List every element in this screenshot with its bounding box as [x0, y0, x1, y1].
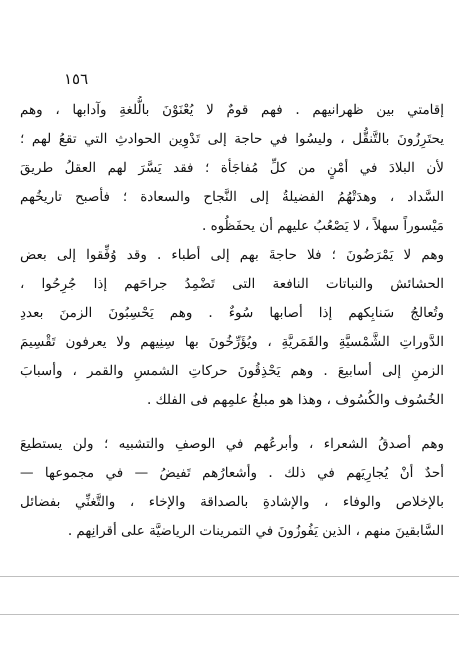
- paragraph-3: [20, 430, 444, 546]
- text-line: أحدٌ أنْ يُجارِيَهم في ذلك . وأشعارُهم تَفيضُ — في مجموعها —: [20, 465, 444, 481]
- text-line: السَّابقينَ منهم ، الذين يَفُوزُونَ في التمرينات الرياضيَّة على أقرانِهم .: [67, 523, 444, 539]
- text-line: الحشائش والنباتات النافعة التى تَضْمِدُ جراحَهم إذا جُرِحُوا ،: [20, 276, 444, 292]
- divider-line: [0, 576, 459, 577]
- text-line: إقامتي بين ظهرانيهم . فهم قومٌ لا يُعْنَوْنَ بالُّلغةِ وآدابها ، وهم: [20, 102, 444, 118]
- paragraph-1: [20, 96, 444, 241]
- divider-line: [0, 614, 459, 615]
- text-line: مَيْسوراً سهلاً ، لا يَصْعُبُ عليهم أن يحفَظُوه .: [202, 218, 444, 234]
- text-line: السَّداد ، وهدَتْهُمُ الفضيلةُ إلى النَّجاح والسعادة ؛ فأصبح تاريخُهم: [20, 189, 444, 205]
- text-line: وهم لا يَمْرَضُونَ ؛ فلا حاجةَ بهم إلى أطباء . وقد وُفِّقوا إلى بعض: [20, 247, 444, 263]
- paragraph-2: [20, 241, 444, 415]
- text-line: لأن البلادَ في أمْنٍ من كلِّ مُفاجَأة ؛ فقد يَسَّرَ لهم العقلُ طريقَ: [20, 160, 444, 176]
- page-number: ١٥٦: [64, 70, 89, 88]
- text-line: وتُعالجُ سَنابِكهم إذا أصابها سُوءٌ . وهم يَحْسِبُونَ الزمنَ بعددِ: [20, 305, 444, 321]
- text-line: وهم أصدقُ الشعراء ، وأبرعُهم في الوصفِ والتشبيه ؛ ولن يستطيعَ: [20, 436, 444, 452]
- text-line: بالإخلاص والوفاء ، والإشادةِ بالصداقة والإخاء ، والتَّغنِّي بفضائل: [20, 494, 444, 510]
- text-line: يحتَرِزُونَ بالتَّنقُّل ، وليسُوا في حاجة إلى تَدْوِين الحوادثِ التي تقعُ لهم ؛: [20, 131, 444, 147]
- text-line: الدَّوراتِ الشَّمْسيَّةِ والقَمَريَّةِ ، ويُؤَرِّخُونَ بها سِنِيهم ولا يعرفون تَقْسِيمَ: [20, 334, 444, 350]
- text-line: الزمنِ إلى أسابيعَ . وهم يَحْذِقُونَ حركاتِ الشمسِ والقمر ، وأسبابَ: [20, 363, 444, 379]
- text-line: الخُسُوف والكُسُوف ، وهذا هو مبلغُ علمِهم فى الفلك .: [146, 392, 444, 408]
